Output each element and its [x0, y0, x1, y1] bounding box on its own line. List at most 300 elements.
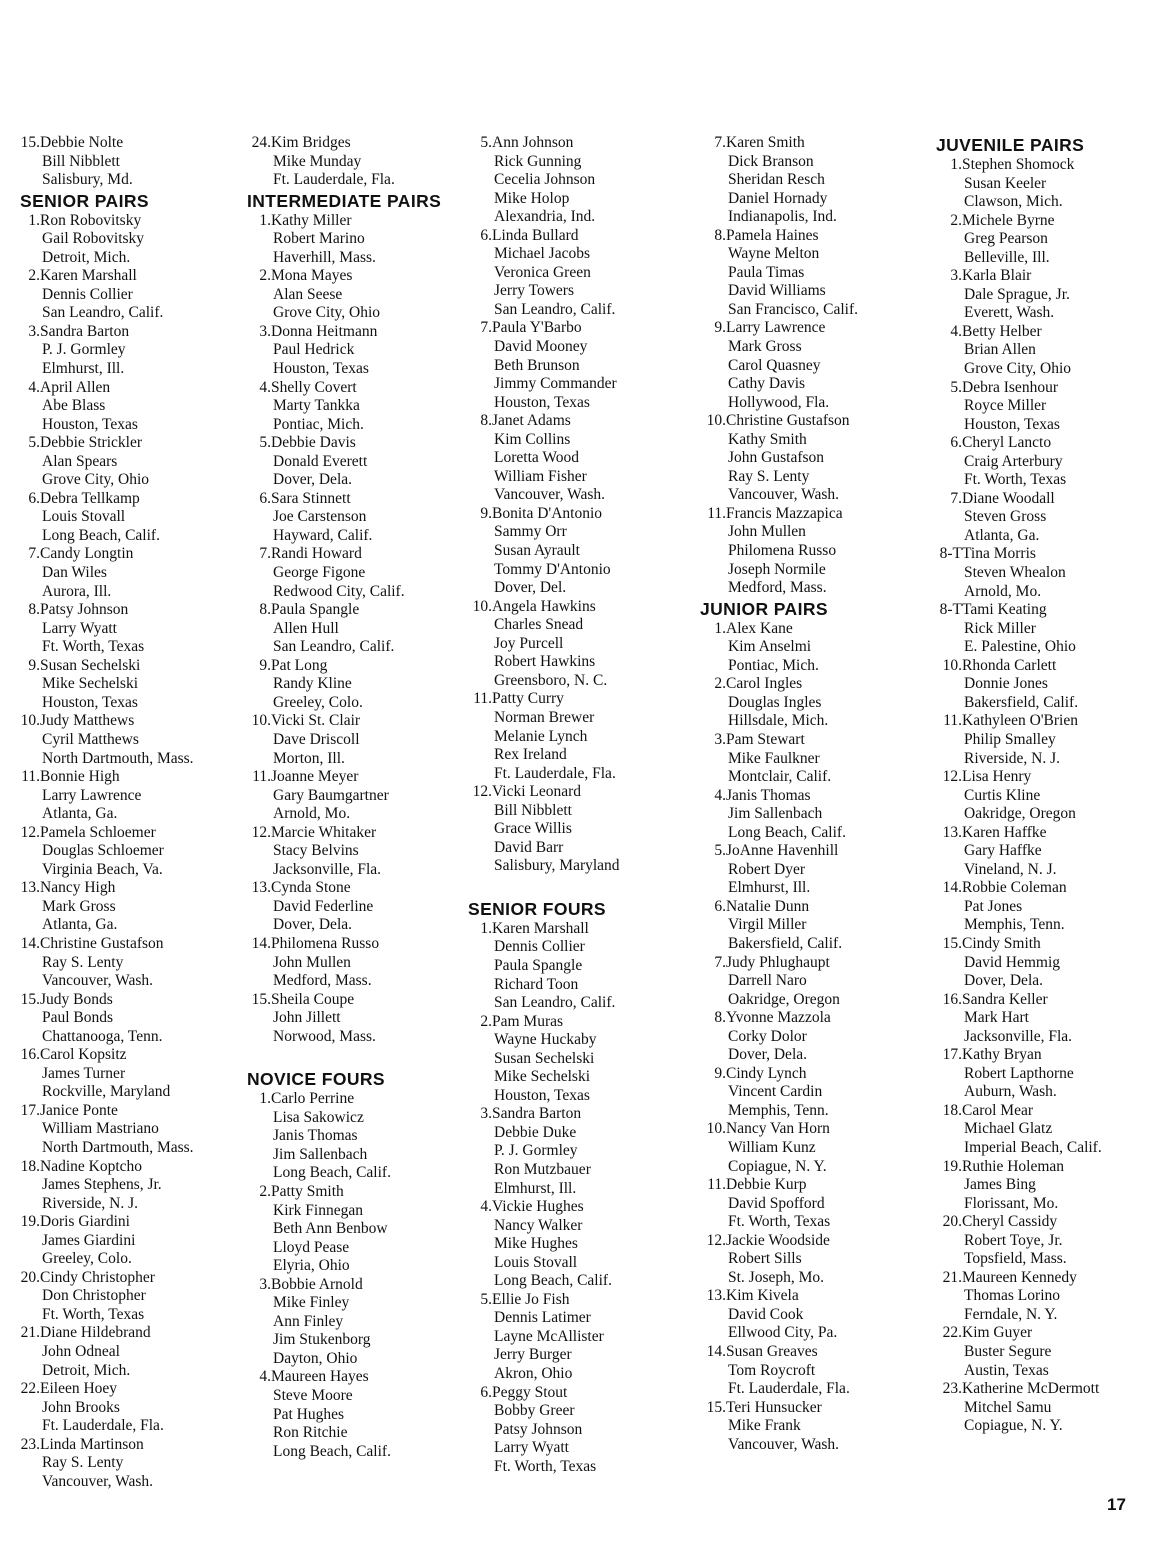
- entry-line: [247, 304, 441, 323]
- result-entry: [20, 601, 194, 657]
- entry-line: [936, 508, 1102, 527]
- placement-number: 8.: [28, 601, 40, 619]
- placement-number: 13.: [20, 879, 40, 897]
- entry-first-line: [468, 783, 620, 802]
- entry-line: [247, 583, 441, 602]
- skater-name: David Mooney: [494, 338, 588, 356]
- skater-name: Mike Frank: [728, 1417, 801, 1435]
- skater-name: Candy Longtin: [40, 545, 134, 563]
- skater-name: Susan Greaves: [726, 1343, 818, 1360]
- placement-number: 23.: [942, 1380, 962, 1398]
- entry-line: [936, 1195, 1102, 1214]
- skater-name: Kathyleen O'Brien: [962, 712, 1078, 730]
- placement-number: 8.: [714, 1009, 726, 1027]
- entry-line: [468, 1050, 620, 1069]
- hometown: Ferndale, N. Y.: [964, 1305, 1058, 1323]
- skater-name: Paula Timas: [728, 263, 805, 281]
- result-entry: [247, 824, 441, 880]
- entry-line: [247, 750, 441, 769]
- skater-name: Nancy Van Horn: [726, 1120, 830, 1138]
- result-entry: [700, 731, 858, 787]
- skater-name: David Hemmig: [964, 953, 1060, 971]
- skater-name: Marty Tankka: [273, 397, 360, 415]
- entry-line: [247, 638, 441, 657]
- skater-name: Doris Giardini: [40, 1213, 130, 1231]
- result-entry: [247, 1276, 441, 1369]
- entry-line: [247, 1164, 441, 1183]
- skater-name: James Stephens, Jr.: [42, 1176, 162, 1194]
- skater-name: Janet Adams: [492, 412, 571, 430]
- entry-line: [936, 972, 1102, 991]
- entry-line: [700, 1324, 858, 1343]
- skater-name: Karen Marshall: [492, 919, 589, 937]
- entry-line: [20, 171, 194, 190]
- entry-line: [468, 561, 620, 580]
- placement-number: 21.: [20, 1324, 40, 1342]
- skater-name: Dennis Latimer: [494, 1309, 591, 1327]
- placement-number: 10.: [942, 656, 962, 674]
- entry-first-line: [468, 1384, 620, 1403]
- skater-name: Pam Muras: [492, 1012, 564, 1030]
- skater-name: Joy Purcell: [494, 634, 564, 652]
- hometown: Houston, Texas: [42, 415, 138, 433]
- entry-line: [247, 1028, 441, 1047]
- skater-name: Janis Thomas: [273, 1127, 358, 1145]
- skater-name: Diane Hildebrand: [40, 1324, 151, 1342]
- skater-name: George Figone: [273, 564, 366, 582]
- result-entry: [20, 545, 194, 601]
- skater-name: Betty Helber: [962, 322, 1042, 340]
- hometown: Ft. Worth, Texas: [42, 1305, 145, 1323]
- hometown: Indianapolis, Ind.: [728, 208, 837, 226]
- entry-first-line: [247, 879, 441, 898]
- entry-line: [20, 453, 194, 472]
- entry-line: [700, 861, 858, 880]
- result-entry: [247, 657, 441, 713]
- result-entry: [700, 1120, 858, 1176]
- entry-line: [468, 1402, 620, 1421]
- entry-line: [700, 1306, 858, 1325]
- entry-line: [936, 842, 1102, 861]
- skater-name: Jim Sallenbach: [728, 805, 823, 823]
- entry-line: [936, 1083, 1102, 1102]
- result-entry: [936, 323, 1102, 379]
- hometown: Pontiac, Mich.: [273, 415, 364, 433]
- skater-name: Bonita D'Antonio: [492, 504, 602, 522]
- entry-first-line: [247, 134, 441, 153]
- skater-name: Cyril Matthews: [42, 730, 139, 748]
- hometown: Memphis, Tenn.: [964, 916, 1065, 934]
- result-entry: [247, 545, 441, 601]
- entry-line: [20, 230, 194, 249]
- entry-line: [936, 397, 1102, 416]
- result-entry: [20, 134, 194, 190]
- hometown: Houston, Texas: [494, 393, 590, 411]
- entry-first-line: [936, 1380, 1102, 1399]
- skater-name: Maureen Kennedy: [962, 1268, 1077, 1286]
- entry-line: [468, 653, 620, 672]
- entry-line: [700, 394, 858, 413]
- result-entry: [936, 1380, 1102, 1436]
- placement-number: 13.: [706, 1287, 726, 1305]
- skater-name: Cheryl Lancto: [962, 434, 1052, 452]
- entry-line: [936, 1065, 1102, 1084]
- entry-line: [700, 1362, 858, 1381]
- result-entry: [247, 490, 441, 546]
- entry-line: [247, 694, 441, 713]
- result-entry: [936, 434, 1102, 490]
- entry-first-line: [936, 657, 1102, 676]
- entry-line: [20, 1287, 194, 1306]
- skater-name: Cindy Christopher: [40, 1268, 155, 1286]
- entry-line: [247, 731, 441, 750]
- entry-line: [20, 1009, 194, 1028]
- skater-name: William Mastriano: [42, 1120, 159, 1138]
- result-entry: [936, 490, 1102, 546]
- placement-number: 11.: [707, 1176, 726, 1194]
- hometown: Dover, Del.: [494, 579, 567, 597]
- skater-name: Stacy Belvins: [273, 842, 359, 860]
- skater-name: Joanne Meyer: [271, 768, 359, 786]
- result-entry: [247, 434, 441, 490]
- entry-line: [936, 1139, 1102, 1158]
- entry-first-line: [936, 267, 1102, 286]
- skater-name: Carol Quasney: [728, 356, 821, 374]
- hometown: Ft. Worth, Texas: [42, 638, 145, 656]
- skater-name: Jerry Towers: [494, 282, 574, 300]
- entry-line: [20, 360, 194, 379]
- entry-line: [468, 1328, 620, 1347]
- entry-line: [247, 1443, 441, 1462]
- skater-name: Donna Heitmann: [271, 322, 378, 340]
- skater-name: Patty Curry: [492, 690, 564, 708]
- result-entry: [936, 267, 1102, 323]
- skater-name: Mark Hart: [964, 1009, 1029, 1027]
- entry-line: [936, 416, 1102, 435]
- entry-line: [936, 583, 1102, 602]
- skater-name: Thomas Lorino: [964, 1287, 1060, 1305]
- placement-number: 7.: [950, 489, 962, 507]
- hometown: Rockville, Maryland: [42, 1083, 171, 1101]
- result-entry: [936, 824, 1102, 880]
- placement-number: 7.: [714, 134, 726, 151]
- skater-name: Cindy Lynch: [726, 1064, 807, 1082]
- skater-name: Alan Seese: [273, 285, 343, 303]
- skater-name: Bobby Greer: [494, 1402, 575, 1420]
- entry-first-line: [468, 505, 620, 524]
- entry-first-line: [468, 412, 620, 431]
- result-entry: [20, 1380, 194, 1436]
- entry-line: [468, 994, 620, 1013]
- entry-first-line: [247, 434, 441, 453]
- hometown: Greensboro, N. C.: [494, 671, 608, 689]
- hometown: Elmhurst, Ill.: [728, 879, 811, 897]
- result-entry: [700, 1176, 858, 1232]
- placement-number: 3.: [714, 730, 726, 748]
- skater-name: Lloyd Pease: [273, 1238, 350, 1256]
- entry-line: [20, 1250, 194, 1269]
- hometown: Houston, Texas: [42, 693, 138, 711]
- entry-line: [468, 616, 620, 635]
- entry-line: [20, 1065, 194, 1084]
- entry-line: [247, 805, 441, 824]
- result-entry: [936, 1324, 1102, 1380]
- entry-line: [936, 1343, 1102, 1362]
- entry-line: [20, 304, 194, 323]
- entry-line: [247, 1424, 441, 1443]
- entry-line: [20, 787, 194, 806]
- hometown: Elyria, Ohio: [273, 1257, 350, 1275]
- skater-name: JoAnne Havenhill: [726, 842, 839, 860]
- placement-number: 21.: [942, 1268, 962, 1286]
- entry-first-line: [468, 690, 620, 709]
- skater-name: Judy Matthews: [40, 712, 135, 730]
- skater-name: Dick Branson: [728, 152, 814, 170]
- entry-first-line: [936, 156, 1102, 175]
- skater-name: Pam Stewart: [726, 730, 805, 748]
- hometown: Arnold, Mo.: [964, 582, 1042, 600]
- skater-name: Steve Moore: [273, 1387, 353, 1404]
- section-heading: JUNIOR PAIRS: [700, 598, 828, 619]
- hometown: Oakridge, Oregon: [964, 805, 1076, 823]
- result-entry: [468, 412, 620, 505]
- entry-line: [20, 153, 194, 172]
- placement-number: 10.: [706, 1120, 726, 1138]
- placement-number: 13.: [251, 879, 271, 897]
- entry-line: [20, 508, 194, 527]
- entry-line: [247, 675, 441, 694]
- result-entry: [20, 267, 194, 323]
- section-heading: SENIOR FOURS: [468, 898, 607, 919]
- entry-line: [247, 360, 441, 379]
- placement-number: 18.: [942, 1101, 962, 1119]
- entry-first-line: [700, 1399, 858, 1418]
- skater-name: Mark Gross: [42, 897, 116, 915]
- placement-number: 10.: [20, 712, 40, 730]
- hometown: Long Beach, Calif.: [273, 1164, 391, 1182]
- hometown: Bakersfield, Calif.: [728, 934, 843, 952]
- placement-number: 4.: [480, 1198, 492, 1216]
- placement-number: 5.: [480, 134, 492, 151]
- placement-number: 16.: [20, 1046, 40, 1064]
- entry-line: [20, 1343, 194, 1362]
- placement-number: 22.: [20, 1380, 40, 1398]
- entry-line: [936, 805, 1102, 824]
- skater-name: Kim Collins: [494, 430, 571, 448]
- entry-first-line: [700, 1232, 858, 1251]
- placement-number: 12.: [251, 823, 271, 841]
- hometown: Ft. Worth, Texas: [964, 471, 1067, 489]
- result-entry: [247, 768, 441, 824]
- entry-first-line: [936, 879, 1102, 898]
- placement-number: 16.: [942, 990, 962, 1008]
- skater-name: Vickie Hughes: [492, 1198, 584, 1216]
- entry-line: [468, 1309, 620, 1328]
- result-entry: [936, 991, 1102, 1047]
- placement-number: 23.: [20, 1435, 40, 1453]
- entry-first-line: [20, 712, 194, 731]
- entry-line: [700, 579, 858, 598]
- placement-number: 9.: [714, 1064, 726, 1082]
- skater-name: Beth Brunson: [494, 356, 580, 374]
- entry-line: [700, 338, 858, 357]
- hometown: Detroit, Mich.: [42, 1361, 131, 1379]
- skater-name: Alex Kane: [726, 619, 793, 637]
- entry-first-line: [700, 1065, 858, 1084]
- skater-name: Larry Wyatt: [42, 619, 117, 637]
- entry-line: [936, 304, 1102, 323]
- skater-name: Pat Long: [271, 656, 328, 674]
- skater-name: Paul Hedrick: [273, 341, 355, 359]
- entry-first-line: [936, 601, 1102, 620]
- entry-first-line: [468, 1198, 620, 1217]
- skater-name: Karen Marshall: [40, 267, 137, 285]
- skater-name: Robert Toye, Jr.: [964, 1231, 1063, 1249]
- entry-first-line: [700, 898, 858, 917]
- result-entry: [700, 227, 858, 320]
- placement-number: 7.: [28, 545, 40, 563]
- entry-line: [247, 1146, 441, 1165]
- entry-first-line: [468, 319, 620, 338]
- result-entry: [20, 657, 194, 713]
- entry-line: [700, 1436, 858, 1455]
- entry-line: [468, 208, 620, 227]
- entry-first-line: [20, 879, 194, 898]
- entry-first-line: [20, 1380, 194, 1399]
- column-1: [20, 134, 194, 1491]
- entry-line: [468, 957, 620, 976]
- hometown: Salisbury, Maryland: [494, 857, 620, 875]
- result-entry: [468, 598, 620, 691]
- skater-name: Veronica Green: [494, 263, 591, 281]
- placement-number: 17.: [20, 1101, 40, 1119]
- hometown: Norwood, Mass.: [273, 1027, 376, 1045]
- result-entry: [468, 783, 620, 876]
- result-entry: [468, 1105, 620, 1198]
- result-entry: [20, 1046, 194, 1102]
- placement-number: 4.: [714, 786, 726, 804]
- skater-name: Larry Wyatt: [494, 1439, 569, 1457]
- result-entry: [468, 505, 620, 598]
- result-entry: [247, 379, 441, 435]
- entry-line: [20, 731, 194, 750]
- entry-first-line: [20, 212, 194, 231]
- hometown: Detroit, Mich.: [42, 248, 131, 266]
- result-entry: [247, 935, 441, 991]
- hometown: Vancouver, Wash.: [728, 486, 840, 504]
- skater-name: Ann Johnson: [492, 134, 574, 151]
- entry-line: [20, 527, 194, 546]
- placement-number: 12.: [472, 783, 492, 801]
- entry-line: [936, 249, 1102, 268]
- skater-name: Virgil Miller: [728, 916, 807, 934]
- result-entry: [468, 1291, 620, 1384]
- skater-name: Mike Faulkner: [728, 749, 820, 767]
- entry-line: [468, 728, 620, 747]
- entry-line: [247, 1239, 441, 1258]
- hometown: Aurora, Ill.: [42, 582, 112, 600]
- hometown: Jacksonville, Fla.: [273, 860, 382, 878]
- entry-first-line: [20, 1213, 194, 1232]
- entry-first-line: [247, 267, 441, 286]
- result-entry: [700, 319, 858, 412]
- result-entry: [247, 601, 441, 657]
- skater-name: Ray S. Lenty: [42, 953, 124, 971]
- entry-line: [700, 1195, 858, 1214]
- result-entry: [936, 768, 1102, 824]
- entry-line: [247, 508, 441, 527]
- hometown: Akron, Ohio: [494, 1365, 573, 1382]
- hometown: North Dartmouth, Mass.: [42, 1138, 194, 1156]
- entry-line: [700, 694, 858, 713]
- skater-name: Gary Baumgartner: [273, 786, 389, 804]
- entry-line: [468, 1087, 620, 1106]
- entry-first-line: [700, 787, 858, 806]
- entry-first-line: [936, 712, 1102, 731]
- entry-line: [700, 1380, 858, 1399]
- placement-number: 11.: [252, 768, 271, 786]
- skater-name: Kim Guyer: [962, 1324, 1033, 1342]
- entry-line: [936, 620, 1102, 639]
- skater-name: Paula Y'Barbo: [492, 319, 582, 337]
- entry-line: [20, 249, 194, 268]
- hometown: Ft. Worth, Texas: [494, 1457, 597, 1475]
- skater-name: Pat Hughes: [273, 1405, 345, 1423]
- skater-name: John Mullen: [273, 953, 351, 971]
- skater-name: Sandra Barton: [492, 1105, 582, 1123]
- skater-name: Christine Gustafson: [726, 412, 850, 430]
- skater-name: Susan Ayrault: [494, 542, 580, 560]
- placement-number: 14.: [706, 1343, 726, 1360]
- hometown: Salisbury, Md.: [42, 171, 133, 189]
- column-4: [700, 134, 858, 1454]
- entry-first-line: [20, 1046, 194, 1065]
- skater-name: Ray S. Lenty: [42, 1454, 124, 1472]
- skater-name: Debbie Duke: [494, 1123, 577, 1141]
- result-entry: [20, 824, 194, 880]
- result-entry: [468, 1384, 620, 1477]
- hometown: Houston, Texas: [964, 415, 1060, 433]
- skater-name: Steven Gross: [964, 508, 1047, 526]
- entry-line: [700, 561, 858, 580]
- skater-name: Pamela Schloemer: [40, 823, 156, 841]
- column-2: [247, 134, 441, 1461]
- entry-first-line: [20, 1269, 194, 1288]
- skater-name: Wayne Melton: [728, 245, 820, 263]
- skater-name: Judy Bonds: [40, 990, 113, 1008]
- skater-name: Paul Bonds: [42, 1009, 114, 1027]
- hometown: Vancouver, Wash.: [42, 1472, 154, 1490]
- hometown: Long Beach, Calif.: [494, 1272, 612, 1290]
- skater-name: Philomena Russo: [271, 934, 380, 952]
- skater-name: Debbie Nolte: [40, 134, 124, 151]
- skater-name: Mike Hughes: [494, 1235, 578, 1253]
- entry-line: [700, 357, 858, 376]
- skater-name: David Barr: [494, 838, 564, 856]
- entry-line: [247, 249, 441, 268]
- entry-line: [20, 564, 194, 583]
- result-entry: [20, 1269, 194, 1325]
- skater-name: Jerry Burger: [494, 1346, 572, 1364]
- entry-line: [468, 1421, 620, 1440]
- entry-line: [247, 397, 441, 416]
- skater-name: Michael Jacobs: [494, 245, 590, 263]
- skater-name: Carol Mear: [962, 1101, 1034, 1119]
- skater-name: Joseph Normile: [728, 560, 826, 578]
- skater-name: Gail Robovitsky: [42, 230, 145, 248]
- entry-line: [936, 898, 1102, 917]
- entry-line: [247, 564, 441, 583]
